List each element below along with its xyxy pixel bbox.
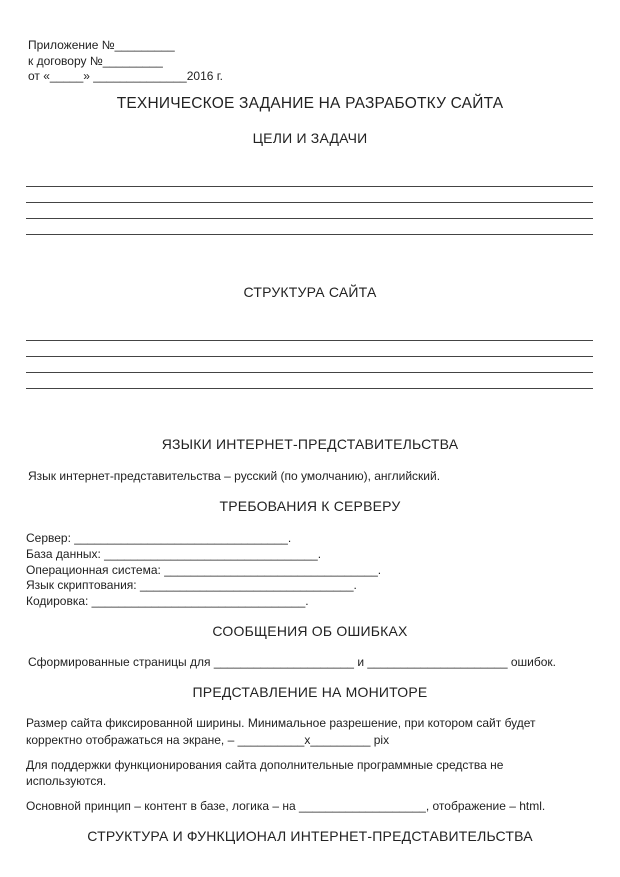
structure-blank-line [26,356,593,357]
goals-blank-line [26,218,593,219]
errors-heading: СООБЩЕНИЯ ОБ ОШИБКАХ [212,623,408,639]
goals-blank-line [26,186,593,187]
scripting-language-field: Язык скриптования: ________________________________. [26,578,357,592]
software-support-text: Для поддержки функционирования сайта дополнительные программные средства не [26,758,504,772]
structure-blank-line [26,340,593,341]
structure-blank-line [26,388,593,389]
server-heading: ТРЕБОВАНИЯ К СЕРВЕРУ [219,498,401,514]
contract-date-line: от «_____» ______________2016 г. [28,69,223,83]
functionality-heading: СТРУКТУРА И ФУНКЦИОНАЛ ИНТЕРНЕТ-ПРЕДСТАВИТЕЛЬСТВА [87,828,533,844]
server-field: Сервер: ________________________________. [26,531,292,545]
monitor-resolution-text: корректно отображаться на экране, – __________х_________ pix [26,733,390,747]
os-field: Операционная система: ________________________________. [26,563,382,577]
languages-heading: ЯЗЫКИ ИНТЕРНЕТ-ПРЕДСТАВИТЕЛЬСТВА [161,436,459,452]
encoding-field: Кодировка: ________________________________. [26,594,309,608]
goals-heading: ЦЕЛИ И ЗАДАЧИ [252,130,368,146]
appendix-number-line: Приложение №_________ [28,38,175,52]
goals-blank-line [26,234,593,235]
software-support-text: используются. [26,774,107,788]
database-field: База данных: ________________________________. [26,547,322,561]
goals-blank-line [26,202,593,203]
document-title: ТЕХНИЧЕСКОЕ ЗАДАНИЕ НА РАЗРАБОТКУ САЙТА [116,95,504,112]
main-principle-text: Основной принцип – контент в базе, логика – на ___________________, отображение – html. [26,799,546,813]
errors-text: Сформированные страницы для _____________________ и _____________________ ошибок. [28,655,556,669]
monitor-resolution-text: Размер сайта фиксированной ширины. Минимальное разрешение, при котором сайт будет [26,716,536,730]
structure-heading: СТРУКТУРА САЙТА [243,284,377,300]
contract-number-line: к договору №_________ [28,54,163,68]
monitor-heading: ПРЕДСТАВЛЕНИЕ НА МОНИТОРЕ [192,684,428,700]
languages-text: Язык интернет-представительства – русский (по умолчанию), английский. [28,469,441,483]
structure-blank-line [26,372,593,373]
